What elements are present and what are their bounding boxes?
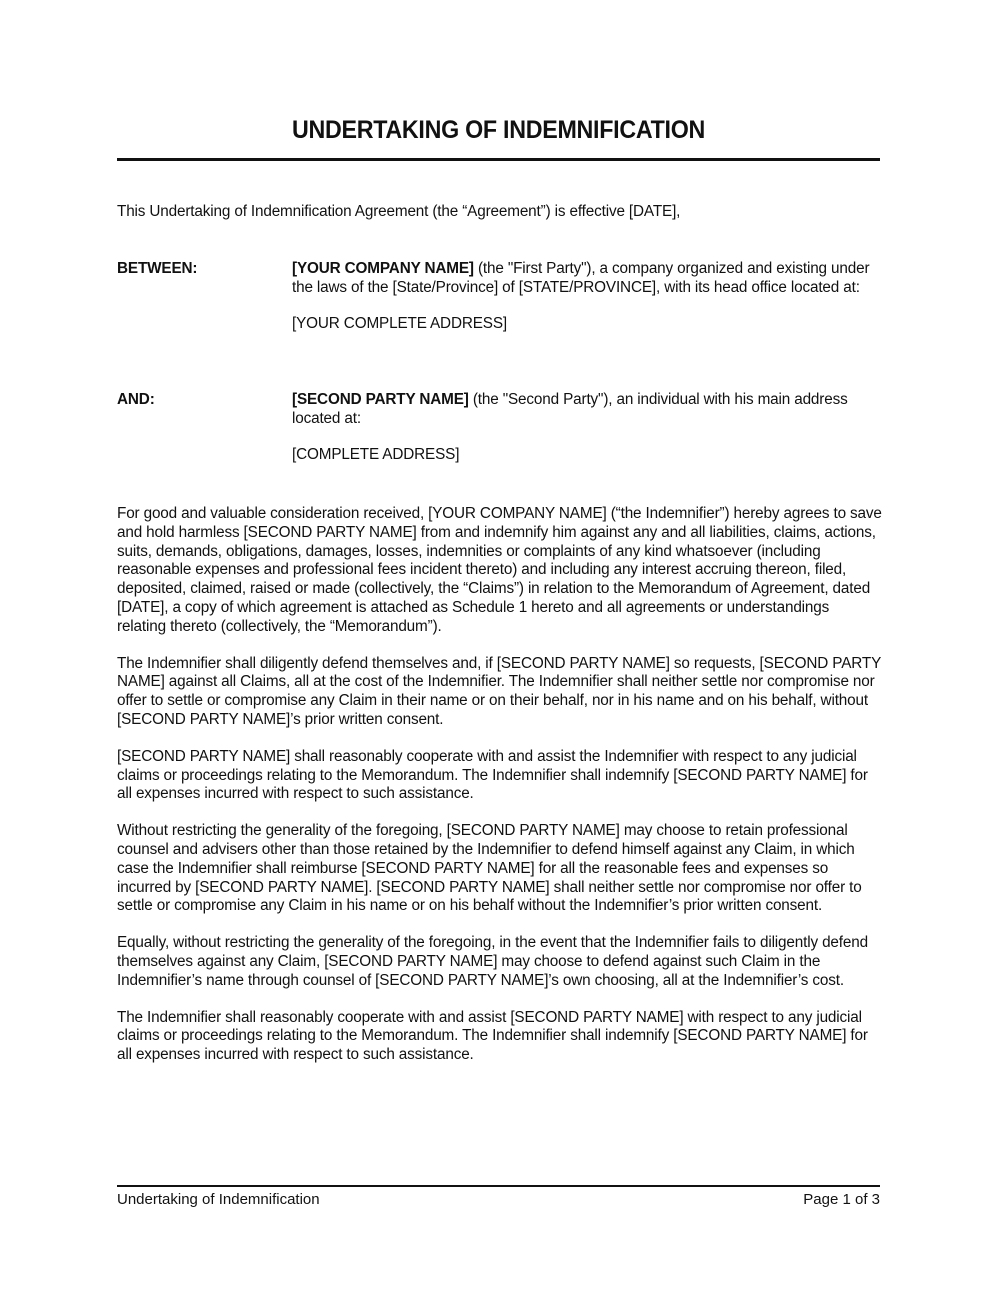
- footer-divider: [117, 1185, 880, 1187]
- body-paragraph: For good and valuable consideration received, [YOUR COMPANY NAME] (“the Indemnifier”) hereby agrees to save and hold harmless [SECOND PARTY NAME] from and indemnify him against any and all liabilities, claims, actions, suits, demands, obligations, damages, losses, indemnities or complaints of any kind whatsoever (including reasonable expenses and professional fees incident thereto) and including any interest accruing thereon, filed, deposited, claimed, raised or made (collectively, the “Claims”) in relation to the Memorandum of Agreement, dated [DATE], a copy of which agreement is attached as Schedule 1 hereto and all agreements or understandings relating thereto (collectively, the “Memorandum”).: [117, 505, 882, 635]
- body-paragraph: Without restricting the generality of the foregoing, [SECOND PARTY NAME] may choose to retain professional counsel and advisers other than those retained by the Indemnifier to defend himself against any Claim, in which case the Indemnifier shall reimburse [SECOND PARTY NAME] for all the reasonable fees and expenses so incurred by [SECOND PARTY NAME]. [SECOND PARTY NAME] shall neither settle nor compromise nor offer to settle or compromise any Claim in his name or on his behalf without the Indemnifier’s prior written consent.: [117, 822, 862, 915]
- document-page: [117, 0, 880, 1290]
- body-paragraph: The Indemnifier shall reasonably cooperate with and assist [SECOND PARTY NAME] with respect to any judicial claims or proceedings relating to the Memorandum. The Indemnifier shall indemnify [SECOND PARTY NAME] for all expenses incurred with respect to such assistance.: [117, 1008, 868, 1064]
- party-name: [SECOND PARTY NAME]: [292, 391, 469, 408]
- party-details: (the "First Party"), a company organized and existing under the laws of the [State/Province] of [STATE/PROVINCE], with its head office located at:: [292, 260, 870, 296]
- body-paragraph: Equally, without restricting the generality of the foregoing, in the event that the Indemnifier fails to diligently defend themselves against any Claim, [SECOND PARTY NAME] may choose to defend against such Claim in the Indemnifier’s name through counsel of [SECOND PARTY NAME]’s own choosing, all at the Indemnifier’s cost.: [117, 934, 868, 989]
- party-description: [292, 391, 884, 429]
- document-title: UNDERTAKING OF INDEMNIFICATION: [291, 116, 706, 144]
- body-paragraph: [SECOND PARTY NAME] shall reasonably cooperate with and assist the Indemnifier with respect to any judicial claims or proceedings relating to the Memorandum. The Indemnifier shall indemnify [SECOND PARTY NAME] for all expenses incurred with respect to such assistance.: [117, 747, 868, 803]
- party-body: [292, 260, 884, 350]
- body-paragraph: The Indemnifier shall diligently defend themselves and, if [SECOND PARTY NAME] so requests, [SECOND PARTY NAME] against all Claims, all at the cost of the Indemnifier. The Indemnifier shall neither settle nor compromise nor offer to settle or compromise any Claim in their name or on their behalf, nor in his name and on his behalf, without [SECOND PARTY NAME]’s prior written consent.: [117, 654, 881, 728]
- party-description: [292, 260, 884, 298]
- party-label: AND:: [117, 391, 155, 408]
- party-name: [YOUR COMPANY NAME]: [292, 260, 474, 277]
- party-body: [292, 391, 884, 481]
- party-address: [YOUR COMPLETE ADDRESS]: [292, 314, 508, 332]
- footer-document-name: Undertaking of Indemnification: [117, 1191, 320, 1208]
- intro-paragraph: This Undertaking of Indemnification Agreement (the “Agreement”) is effective [DATE],: [117, 203, 681, 220]
- party-details: (the "Second Party"), an individual with his main address located at:: [292, 391, 848, 427]
- party-label: BETWEEN:: [117, 260, 198, 277]
- agreement-body: [117, 505, 882, 1083]
- footer-page-number: Page 1 of 3: [803, 1191, 880, 1208]
- party-address: [COMPLETE ADDRESS]: [292, 445, 460, 463]
- title-divider: [117, 158, 880, 161]
